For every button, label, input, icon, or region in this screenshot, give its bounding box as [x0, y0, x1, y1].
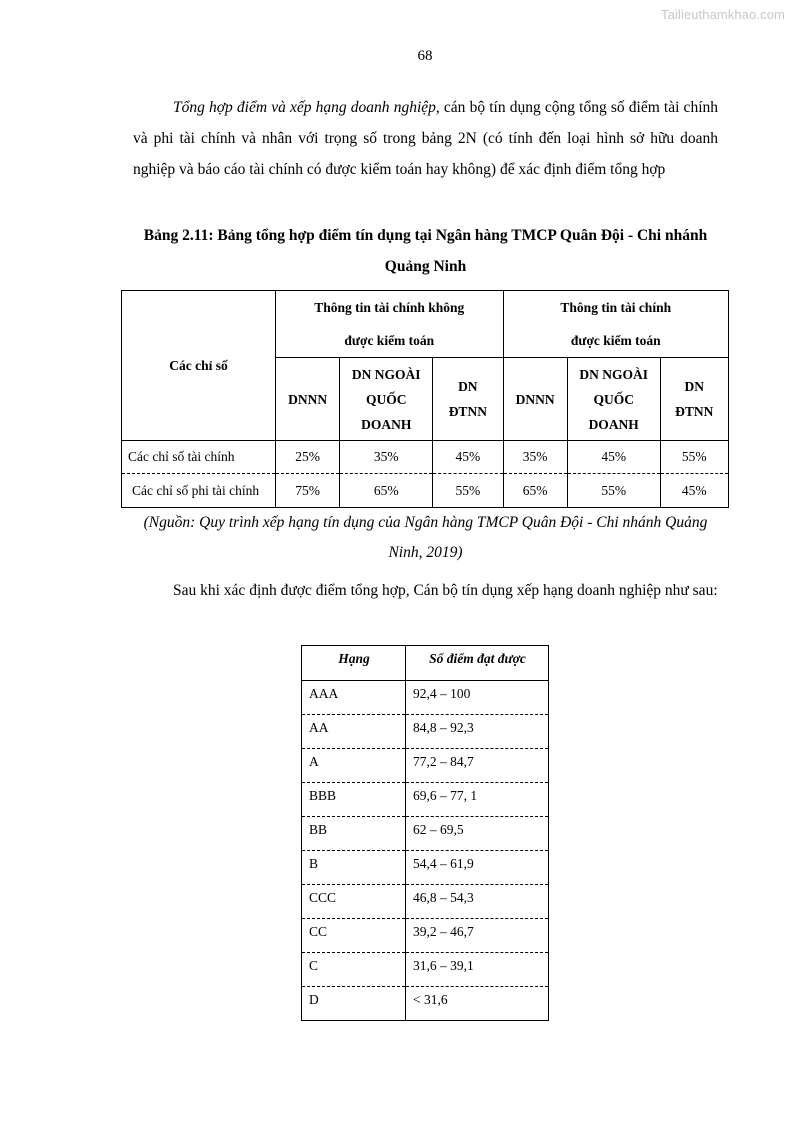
- table-cell: 45%: [433, 441, 503, 474]
- table-row: [302, 783, 549, 817]
- credit-score-table: [121, 290, 729, 508]
- table-row: [302, 851, 549, 885]
- table-cell: 35%: [503, 441, 567, 474]
- table-row: [302, 885, 549, 919]
- corner-header: Các chỉ số: [122, 291, 276, 441]
- range-cell: 46,8 – 54,3: [406, 885, 549, 919]
- table-row: [302, 987, 549, 1021]
- intro-text: cán bộ tín dụng cộng tổng số điểm tài chính và phi tài chính và nhân với trọng số trong bảng 2N (có tính đến loại hình sở hữu doanh nghiệp và báo cáo tài chính có được kiểm toán hay không) để xác định điểm tổng hợp: [133, 99, 718, 178]
- table-row: [302, 681, 549, 715]
- table-cell: 45%: [660, 474, 728, 508]
- group-header-line: Thông tin tài chính không: [314, 300, 465, 315]
- rating-header-rank: Hạng: [302, 646, 406, 681]
- range-cell: 84,8 – 92,3: [406, 715, 549, 749]
- subheader-line: DNNN: [515, 391, 555, 407]
- rating-intro-text: Sau khi xác định được điểm tổng hợp, Cán bộ tín dụng xếp hạng doanh nghiệp như sau:: [173, 582, 718, 599]
- range-cell: 31,6 – 39,1: [406, 953, 549, 987]
- table-cell: 55%: [433, 474, 503, 508]
- subheader-line: DN: [458, 379, 478, 394]
- table-cell: 35%: [340, 441, 433, 474]
- table-row: [122, 474, 729, 508]
- subheader-line: DN NGOÀI: [351, 366, 421, 382]
- range-cell: 39,2 – 46,7: [406, 919, 549, 953]
- rank-cell: CCC: [302, 885, 406, 919]
- intro-lead: Tổng hợp điểm và xếp hạng doanh nghiệp,: [173, 99, 440, 116]
- group-header-unaudited: [276, 291, 503, 358]
- table1-caption: Bảng 2.11: Bảng tổng hợp điểm tín dụng tại Ngân hàng TMCP Quân Đội - Chi nhánh Quảng Ninh: [143, 227, 708, 275]
- range-cell: 54,4 – 61,9: [406, 851, 549, 885]
- rating-table: [301, 645, 549, 1021]
- rank-cell: A: [302, 749, 406, 783]
- table-cell: 65%: [503, 474, 567, 508]
- subheader-line: DNNN: [288, 391, 328, 407]
- table-row: [302, 953, 549, 987]
- group-header-audited: [503, 291, 728, 358]
- table-cell: 75%: [276, 474, 340, 508]
- group-header-line: được kiểm toán: [570, 333, 661, 348]
- subheader-line: ĐTNN: [675, 404, 714, 419]
- page-number: 68: [417, 48, 433, 64]
- subheader-dn-ngoai-quoc-doanh: [567, 358, 660, 441]
- subheader-line: QUỐC: [365, 391, 407, 407]
- table-cell: 65%: [340, 474, 433, 508]
- range-cell: 69,6 – 77, 1: [406, 783, 549, 817]
- range-cell: 62 – 69,5: [406, 817, 549, 851]
- subheader-dnnn: [503, 358, 567, 441]
- watermark: Tailieuthamkhao.com: [660, 7, 785, 22]
- rating-intro-paragraph: [133, 575, 718, 606]
- rank-cell: BBB: [302, 783, 406, 817]
- rank-cell: CC: [302, 919, 406, 953]
- subheader-dn-dtnn: [660, 358, 728, 441]
- range-cell: 77,2 – 84,7: [406, 749, 549, 783]
- rank-cell: D: [302, 987, 406, 1021]
- source-note: (Nguồn: Quy trình xếp hạng tín dụng của Ngân hàng TMCP Quân Đội - Chi nhánh Quảng Ninh, 2019): [143, 514, 708, 561]
- subheader-dnnn: [276, 358, 340, 441]
- rank-cell: AA: [302, 715, 406, 749]
- table-row: [302, 715, 549, 749]
- table-cell: 45%: [567, 441, 660, 474]
- rank-cell: B: [302, 851, 406, 885]
- subheader-line: ĐTNN: [448, 404, 487, 419]
- table-row: [302, 919, 549, 953]
- table-cell: 55%: [660, 441, 728, 474]
- rating-header-score: Số điểm đạt được: [406, 646, 549, 681]
- subheader-line: QUỐC: [593, 391, 634, 407]
- row-label: Các chỉ số phi tài chính: [122, 474, 276, 508]
- table-cell: 55%: [567, 474, 660, 508]
- range-cell: < 31,6: [406, 987, 549, 1021]
- rank-cell: AAA: [302, 681, 406, 715]
- subheader-line: DOANH: [588, 416, 639, 432]
- subheader-line: DN NGOÀI: [579, 366, 649, 382]
- table-row: [302, 749, 549, 783]
- intro-paragraph: [133, 92, 718, 185]
- subheader-dn-dtnn: [433, 358, 503, 441]
- group-header-line: được kiểm toán: [344, 333, 435, 348]
- range-cell: 92,4 – 100: [406, 681, 549, 715]
- table-cell: 25%: [276, 441, 340, 474]
- rank-cell: C: [302, 953, 406, 987]
- subheader-dn-ngoai-quoc-doanh: [340, 358, 433, 441]
- table-row: [302, 817, 549, 851]
- rank-cell: BB: [302, 817, 406, 851]
- group-header-line: Thông tin tài chính: [560, 300, 672, 315]
- subheader-line: DN: [684, 379, 705, 394]
- row-label: Các chỉ số tài chính: [122, 441, 276, 474]
- subheader-line: DOANH: [361, 416, 412, 432]
- table-row: [122, 441, 729, 474]
